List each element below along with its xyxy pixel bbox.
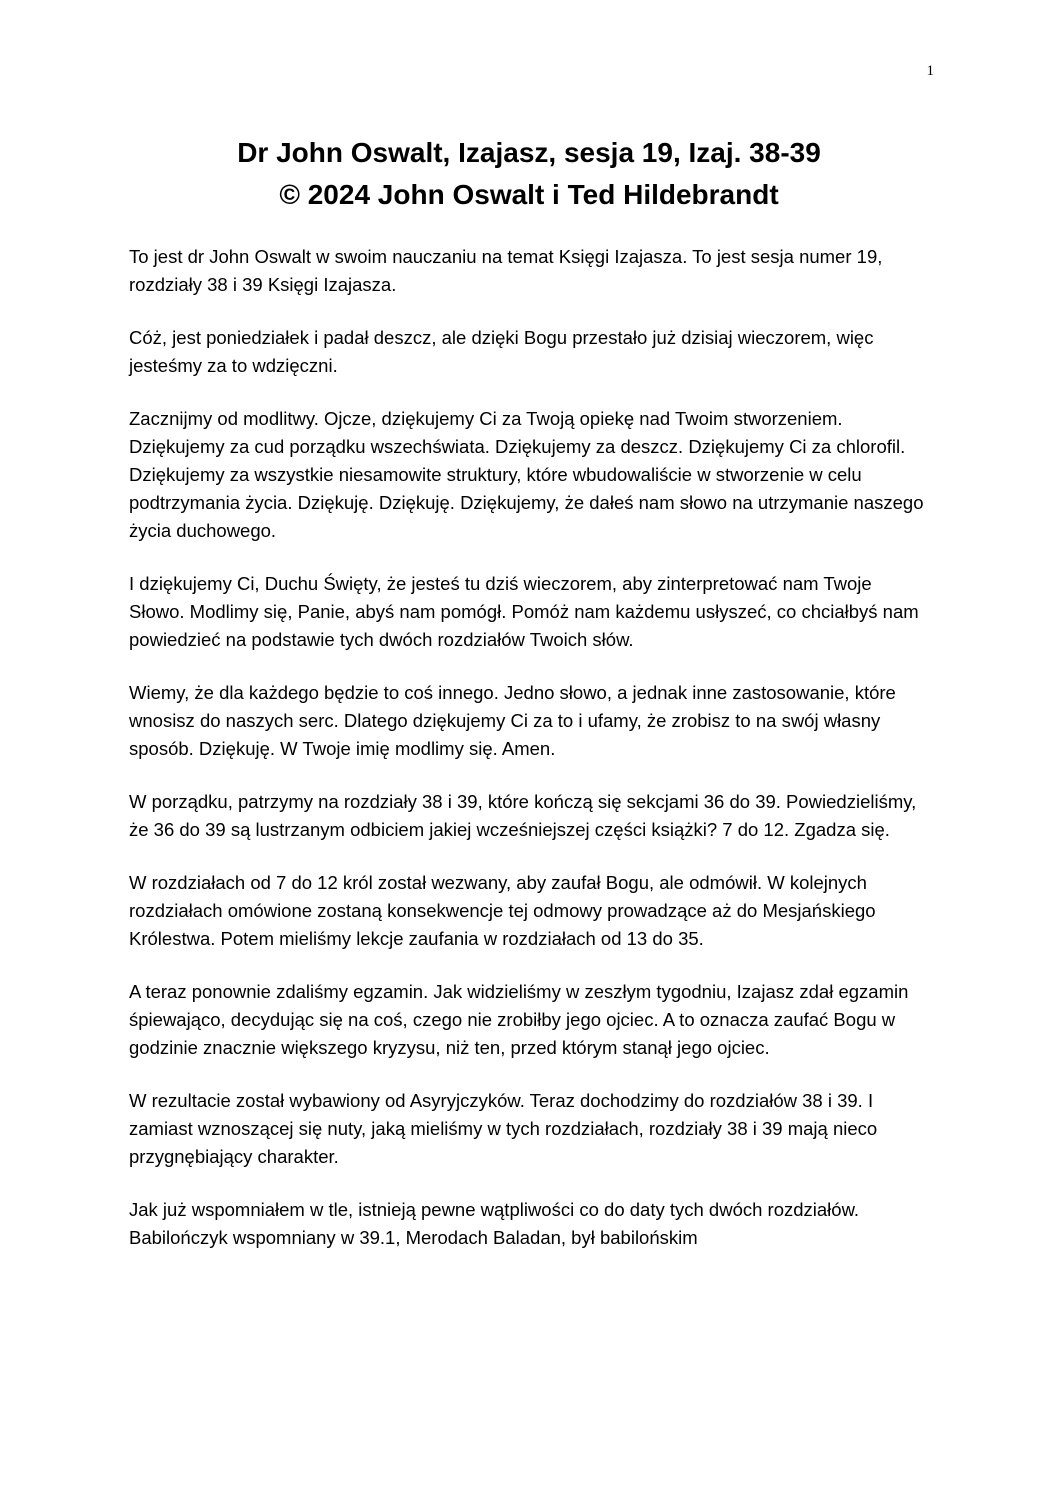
paragraph: Wiemy, że dla każdego będzie to coś innego. Jedno słowo, a jednak inne zastosowanie, które wnosisz do naszych serc. Dlatego dziękujemy Ci za to i ufamy, że zrobisz to na swój własny sposób. Dziękuję. W Twoje imię modlimy się. Amen. xyxy=(129,682,896,759)
body-text xyxy=(129,243,929,1277)
title-line-2: © 2024 John Oswalt i Ted Hildebrandt xyxy=(279,179,779,210)
page-number: 1 xyxy=(926,63,934,79)
paragraph: A teraz ponownie zdaliśmy egzamin. Jak widzieliśmy w zeszłym tygodniu, Izajasz zdał egzamin śpiewająco, decydując się na coś, czego nie zrobiłby jego ojciec. A to oznacza zaufać Bogu w godzinie znacznie większego kryzysu, niż ten, przed którym stanął jego ojciec. xyxy=(129,981,909,1058)
paragraph: Jak już wspomniałem w tle, istnieją pewne wątpliwości co do daty tych dwóch rozdziałów. Babilończyk wspomniany w 39.1, Merodach Baladan, był babilońskim xyxy=(129,1199,860,1248)
paragraph: Cóż, jest poniedziałek i padał deszcz, ale dzięki Bogu przestało już dzisiaj wieczorem, więc jesteśmy za to wdzięczni. xyxy=(129,327,874,376)
paragraph: W rozdziałach od 7 do 12 król został wezwany, aby zaufał Bogu, ale odmówił. W kolejnych rozdziałach omówione zostaną konsekwencje tej odmowy prowadzące aż do Mesjańskiego Królestwa. Potem mieliśmy lekcje zaufania w rozdziałach od 13 do 35. xyxy=(129,872,876,949)
paragraph: W porządku, patrzymy na rozdziały 38 i 39, które kończą się sekcjami 36 do 39. Powiedzieliśmy, że 36 do 39 są lustrzanym odbiciem jakiej wcześniejszej części książki? 7 do 12. Zgadza się. xyxy=(129,791,917,840)
paragraph: Zacznijmy od modlitwy. Ojcze, dziękujemy Ci za Twoją opiekę nad Twoim stworzeniem. Dziękujemy za cud porządku wszechświata. Dziękujemy za deszcz. Dziękujemy Ci za chlorofil. Dziękujemy za wszystkie niesamowite struktury, które wbudowaliście w stworzenie w celu podtrzymania życia. Dziękuję. Dziękuję. Dziękujemy, że dałeś nam słowo na utrzymanie naszego życia duchowego. xyxy=(129,408,924,541)
paragraph: W rezultacie został wybawiony od Asyryjczyków. Teraz dochodzimy do rozdziałów 38 i 39. I zamiast wznoszącej się nuty, jaką mieliśmy w tych rozdziałach, rozdziały 38 i 39 mają nieco przygnębiający charakter. xyxy=(129,1090,878,1167)
paragraph: To jest dr John Oswalt w swoim nauczaniu na temat Księgi Izajasza. To jest sesja numer 19, rozdziały 38 i 39 Księgi Izajasza. xyxy=(129,246,883,295)
document-title xyxy=(0,132,1058,216)
paragraph: I dziękujemy Ci, Duchu Święty, że jesteś tu dziś wieczorem, aby zinterpretować nam Twoje Słowo. Modlimy się, Panie, abyś nam pomógł. Pomóż nam każdemu usłyszeć, co chciałbyś nam powiedzieć na podstawie tych dwóch rozdziałów Twoich słów. xyxy=(129,573,919,650)
title-line-1: Dr John Oswalt, Izajasz, sesja 19, Izaj. 38-39 xyxy=(237,137,821,168)
